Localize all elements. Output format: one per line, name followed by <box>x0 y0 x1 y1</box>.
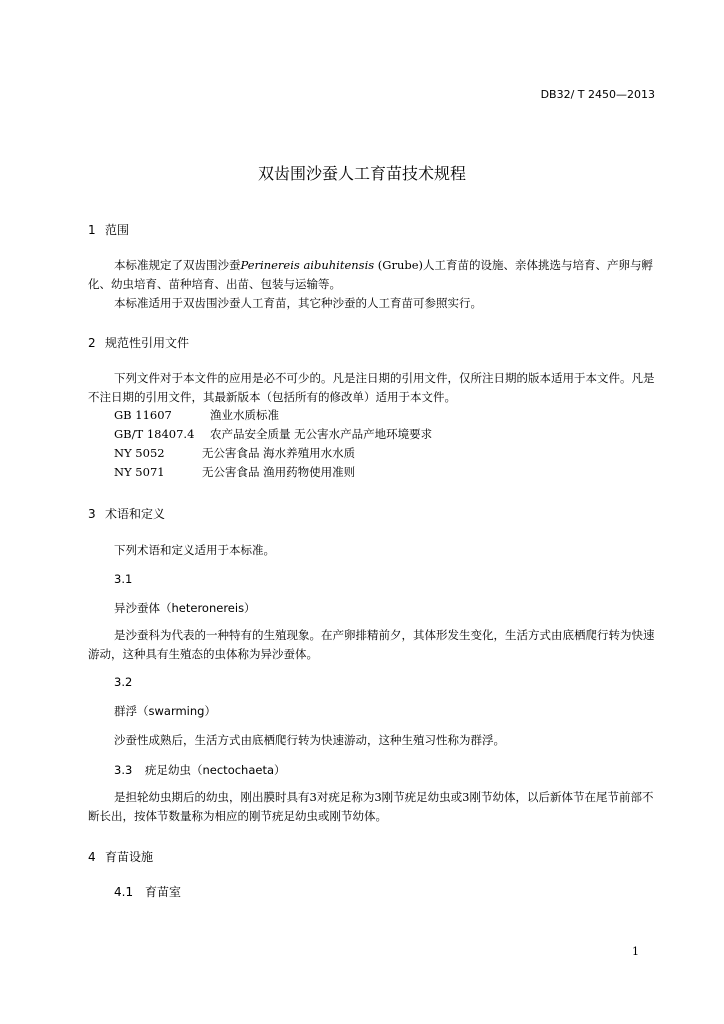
section-2-paragraph-1: 下列文件对于本文件的应用是必不可少的。凡是注日期的引用文件，仅所注日期的版本适用于本文件。凡是不注日期的引用文件，其最新版本（包括所有的修改单）适用于本文件。 <box>88 371 655 404</box>
reference-name: 无公害食品 海水养殖用水水质 <box>202 446 356 460</box>
section-number: 3 <box>88 507 96 521</box>
section-1-heading <box>88 221 129 238</box>
term-name: 异沙蚕体（heteronereis） <box>114 601 256 615</box>
term-number: 3.1 <box>114 572 133 586</box>
section-number: 1 <box>88 223 96 237</box>
section-number: 2 <box>88 336 96 350</box>
section-title: 规范性引用文件 <box>105 336 190 350</box>
term-number: 3.2 <box>114 675 133 689</box>
page-number: 1 <box>632 945 639 958</box>
section-title: 范围 <box>105 223 130 237</box>
subsection-4-1-heading <box>114 883 181 900</box>
term-number: 3.3 <box>114 763 133 777</box>
section-title: 育苗设施 <box>105 850 154 864</box>
section-1-paragraph-1 <box>88 256 660 294</box>
reference-name: 无公害食品 渔用药物使用准则 <box>202 465 356 479</box>
section-4-heading <box>88 848 153 865</box>
reference-row <box>114 445 355 461</box>
term-heading <box>114 762 286 778</box>
subsection-title: 育苗室 <box>145 885 182 899</box>
reference-code: NY 5071 <box>114 465 165 479</box>
term-definition: 是沙蚕科为代表的一种特有的生殖现象。在产卵排精前夕，其体形发生变化，生活方式由底栖爬行转为快速游动，这种具有生殖态的虫体称为异沙蚕体。 <box>88 628 655 661</box>
reference-code: NY 5052 <box>114 446 165 460</box>
section-title: 术语和定义 <box>105 507 166 521</box>
section-number: 4 <box>88 850 96 864</box>
reference-code: GB 11607 <box>114 408 172 422</box>
section-3-heading <box>88 505 165 522</box>
term-name: 疣足幼虫（nectochaeta） <box>145 763 286 777</box>
reference-row <box>114 426 432 442</box>
reference-row <box>114 407 279 423</box>
text-run: 本标准规定了双齿围沙蚕 <box>114 258 241 272</box>
reference-name: 农产品安全质量 无公害水产品产地环境要求 <box>210 427 433 441</box>
subsection-number: 4.1 <box>114 885 134 899</box>
document-title: 双齿围沙蚕人工育苗技术规程 <box>257 164 466 183</box>
term-definition: 是担轮幼虫期后的幼虫，刚出膜时具有3对疣足称为3刚节疣足幼虫或3刚节幼体，以后新体节在尾节前部不断长出，按体节数量称为相应的刚节疣足幼虫或刚节幼体。 <box>88 790 654 823</box>
section-3-intro: 下列术语和定义适用于本标准。 <box>114 543 275 557</box>
text-run: (Grube)人工育苗的设施、亲体挑选与培育、产卵与孵化、幼虫培育、苗种培育、出苗、包装与运输等。 <box>88 258 654 291</box>
term-definition: 沙蚕性成熟后，生活方式由底栖爬行转为快速游动，这种生殖习性称为群浮。 <box>114 733 505 747</box>
reference-row <box>114 464 355 480</box>
section-2-heading <box>88 334 189 351</box>
section-1-paragraph-2: 本标准适用于双齿围沙蚕人工育苗，其它种沙蚕的人工育苗可参照实行。 <box>114 296 482 310</box>
document-code: DB32/ T 2450—2013 <box>540 88 655 101</box>
reference-code: GB/T 18407.4 <box>114 427 195 441</box>
term-name: 群浮（swarming） <box>114 704 216 718</box>
latin-name: Perinereis aibuhitensis <box>240 258 375 272</box>
reference-name: 渔业水质标准 <box>210 408 279 422</box>
